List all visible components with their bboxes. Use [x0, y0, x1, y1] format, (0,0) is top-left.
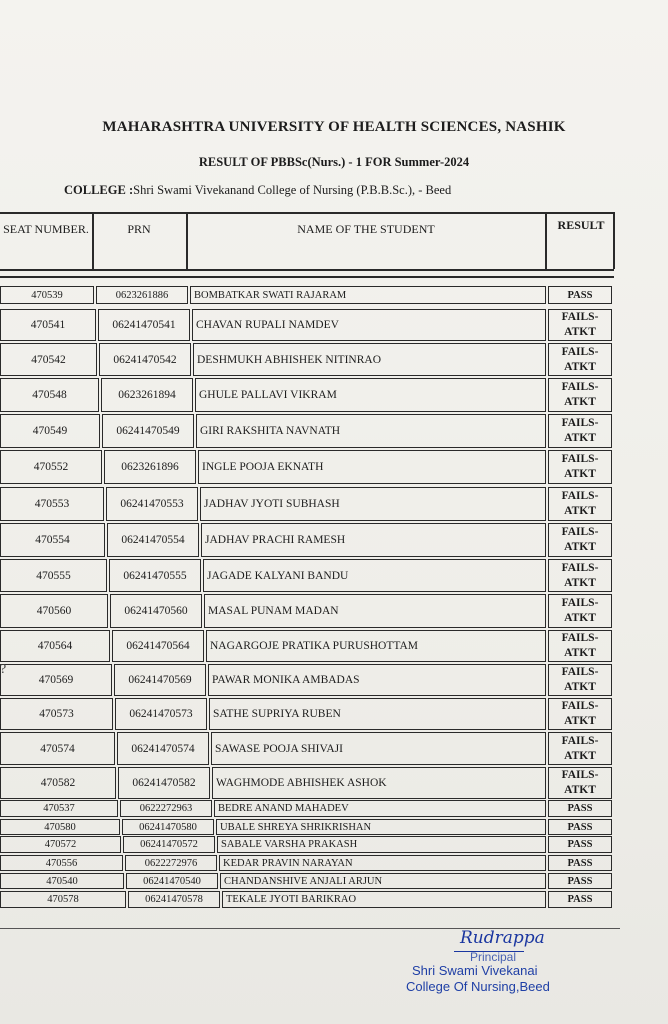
table-row: [0, 819, 668, 835]
seat-cell: [0, 286, 94, 304]
seat-cell: [0, 767, 116, 799]
prn-cell: [122, 819, 214, 835]
seat-cell: [0, 855, 123, 871]
prn-text: 06241470582: [132, 777, 196, 789]
seat-text: 470541: [30, 319, 66, 331]
prn-text: 0623261894: [118, 389, 176, 401]
name-text: GHULE PALLAVI VIKRAM: [199, 389, 337, 401]
name-cell: [195, 378, 546, 412]
prn-text: 06241470578: [145, 894, 203, 905]
col-header-result: RESULT: [557, 218, 605, 232]
prn-cell: [120, 800, 212, 817]
result-cell: [548, 664, 612, 696]
seat-text: 470574: [40, 742, 75, 755]
result-text-line2: ATKT: [564, 432, 596, 444]
prn-text: 06241470564: [126, 640, 190, 652]
seat-cell: [0, 523, 105, 557]
table-row: [0, 309, 668, 341]
result-text: FAILS-: [561, 490, 599, 502]
result-text: FAILS-: [561, 769, 599, 781]
prn-text: 06241470580: [139, 821, 197, 833]
col-header-seat: SEAT NUMBER.: [3, 222, 89, 236]
prn-cell: [96, 286, 188, 304]
name-cell: [196, 414, 546, 448]
prn-cell: [115, 698, 207, 730]
table-row: [0, 286, 668, 304]
result-text-line2: ATKT: [564, 505, 596, 517]
prn-text: 06241470554: [121, 534, 185, 546]
name-text: MASAL PUNAM MADAN: [208, 605, 339, 617]
prn-cell: [114, 664, 206, 696]
name-text: SATHE SUPRIYA RUBEN: [213, 708, 341, 720]
prn-text: 06241470572: [140, 839, 198, 850]
result-text: FAILS-: [561, 666, 599, 678]
prn-cell: [118, 767, 210, 799]
table-row: [0, 630, 668, 662]
name-cell: [212, 767, 546, 799]
name-text: NAGARGOJE PRATIKA PURUSHOTTAM: [210, 640, 419, 652]
name-text: BEDRE ANAND MAHADEV: [218, 803, 349, 814]
prn-text: 0622272976: [144, 857, 198, 869]
result-text: PASS: [567, 803, 593, 814]
name-cell: [203, 559, 546, 592]
prn-text: 06241470540: [143, 875, 201, 887]
result-text-line2: ATKT: [564, 681, 596, 693]
name-cell: [198, 450, 546, 484]
result-text: PASS: [567, 875, 593, 887]
result-cell: [548, 594, 612, 628]
name-text: DESHMUKH ABHISHEK NITINRAO: [197, 353, 381, 366]
result-cell: [548, 630, 612, 662]
prn-text: 06241470542: [113, 353, 177, 366]
seat-cell: [0, 378, 99, 412]
stamp-line-1: Shri Swami Vivekanai: [412, 963, 538, 978]
seat-cell: [0, 891, 126, 908]
name-cell: [217, 836, 546, 853]
name-cell: [214, 800, 546, 817]
prn-text: 06241470541: [112, 319, 176, 331]
name-cell: [222, 891, 546, 908]
name-cell: [201, 523, 546, 557]
table-row: [0, 378, 668, 412]
result-cell: [548, 698, 612, 730]
prn-text: 06241470569: [128, 674, 192, 686]
college-label: COLLEGE :: [64, 183, 134, 197]
table-row: [0, 891, 668, 908]
table-row: [0, 732, 668, 765]
seat-text: 470555: [36, 569, 71, 582]
seat-text: 470556: [45, 857, 78, 869]
result-cell: [548, 414, 612, 448]
result-text: FAILS-: [561, 453, 599, 465]
table-row: [0, 343, 668, 376]
result-text: FAILS-: [561, 345, 599, 358]
name-cell: [200, 487, 546, 521]
name-text: KEDAR PRAVIN NARAYAN: [223, 857, 353, 869]
result-cell: [548, 378, 612, 412]
name-text: BOMBATKAR SWATI RAJARAM: [194, 289, 347, 301]
prn-cell: [106, 487, 198, 521]
name-text: GIRI RAKSHITA NAVNATH: [200, 425, 341, 437]
result-text-line2: ATKT: [564, 647, 596, 659]
seat-text: 470578: [47, 894, 79, 905]
seat-text: 470564: [37, 640, 73, 652]
result-text: PASS: [567, 839, 593, 850]
result-text-line2: ATKT: [564, 749, 596, 762]
principal-stamp: [404, 928, 574, 1008]
prn-text: 0622272963: [139, 803, 193, 814]
table-row: [0, 450, 668, 484]
name-text: SAWASE POOJA SHIVAJI: [215, 742, 343, 755]
prn-cell: [126, 873, 218, 889]
result-text: FAILS-: [561, 632, 599, 644]
result-cell: [548, 732, 612, 765]
col-header-prn: PRN: [127, 222, 151, 236]
table-row: [0, 767, 668, 799]
result-text: FAILS-: [561, 417, 599, 429]
result-cell: [548, 487, 612, 521]
seat-text: 470539: [31, 289, 63, 301]
prn-text: 0623261896: [121, 461, 179, 473]
seat-cell: [0, 800, 118, 817]
seat-cell: [0, 309, 96, 341]
prn-text: 06241470555: [123, 569, 187, 582]
table-row: [0, 800, 668, 817]
table-row: [0, 873, 668, 889]
name-cell: [211, 732, 546, 765]
result-text: FAILS-: [561, 734, 599, 747]
prn-cell: [104, 450, 196, 484]
seat-cell: [0, 343, 97, 376]
result-text: FAILS-: [561, 700, 599, 712]
result-text: FAILS-: [561, 381, 599, 393]
university-heading: MAHARASHTRA UNIVERSITY OF HEALTH SCIENCES, NASHIK: [102, 119, 566, 135]
prn-text: 06241470560: [124, 605, 188, 617]
prn-cell: [98, 309, 190, 341]
name-text: INGLE POOJA EKNATH: [202, 461, 324, 473]
prn-text: 0623261886: [115, 289, 169, 301]
name-text: UBALE SHREYA SHRIKRISHAN: [220, 821, 372, 833]
seat-cell: [0, 819, 120, 835]
name-text: SABALE VARSHA PRAKASH: [221, 839, 358, 850]
result-text: PASS: [567, 857, 593, 869]
name-cell: [190, 286, 546, 304]
prn-cell: [101, 378, 193, 412]
table-row: [0, 414, 668, 448]
prn-cell: [128, 891, 220, 908]
signature: Rudrappa: [460, 928, 545, 948]
name-cell: [216, 819, 546, 835]
col-header-name: NAME OF THE STUDENT: [297, 222, 435, 236]
college-name: Shri Swami Vivekanand College of Nursing (P.B.B.Sc.), - Beed: [133, 183, 452, 197]
result-cell: [548, 767, 612, 799]
seat-text: 470582: [40, 777, 76, 789]
name-cell: [209, 698, 546, 730]
page-mark: ?: [0, 662, 7, 677]
seat-text: 470554: [35, 534, 70, 546]
result-text-line2: ATKT: [564, 612, 596, 624]
name-cell: [206, 630, 546, 662]
seat-text: 470549: [32, 425, 68, 437]
seat-cell: [0, 732, 115, 765]
result-text-line2: ATKT: [564, 541, 596, 553]
prn-text: 06241470553: [120, 498, 184, 510]
result-cell: [548, 855, 612, 871]
prn-cell: [112, 630, 204, 662]
stamp-line-2: College Of Nursing,Beed: [406, 979, 550, 994]
prn-cell: [107, 523, 199, 557]
name-text: JADHAV PRACHI RAMESH: [205, 534, 346, 546]
result-text-line2: ATKT: [564, 326, 596, 338]
name-cell: [192, 309, 546, 341]
table-row: [0, 855, 668, 871]
result-text-line2: ATKT: [564, 396, 596, 408]
seat-cell: [0, 559, 107, 592]
name-text: PAWAR MONIKA AMBADAS: [212, 674, 360, 686]
result-cell: [548, 891, 612, 908]
result-cell: [548, 309, 612, 341]
result-cell: [548, 559, 612, 592]
table-row: [0, 664, 668, 696]
seat-text: 470569: [38, 674, 74, 686]
result-text: FAILS-: [561, 561, 599, 574]
name-cell: [193, 343, 546, 376]
seat-cell: [0, 873, 124, 889]
seat-text: 470537: [43, 803, 75, 814]
table-row: [0, 698, 668, 730]
name-cell: [219, 855, 546, 871]
seat-cell: [0, 630, 110, 662]
result-text-line2: ATKT: [564, 468, 596, 480]
name-text: WAGHMODE ABHISHEK ASHOK: [216, 777, 387, 789]
seat-text: 470573: [39, 708, 74, 720]
seat-text: 470572: [44, 839, 77, 850]
seat-cell: [0, 450, 102, 484]
prn-cell: [125, 855, 217, 871]
seat-text: 470560: [36, 605, 72, 617]
result-text: FAILS-: [561, 311, 599, 323]
prn-cell: [102, 414, 194, 448]
seat-cell: [0, 664, 112, 696]
result-text-line2: ATKT: [564, 715, 596, 727]
seat-cell: [0, 594, 108, 628]
result-text: FAILS-: [561, 597, 599, 609]
stamp-title: Principal: [470, 950, 517, 964]
table-row: [0, 523, 668, 557]
seat-cell: [0, 414, 100, 448]
table-row: [0, 487, 668, 521]
name-cell: [220, 873, 546, 889]
result-cell: [548, 343, 612, 376]
name-text: TEKALE JYOTI BARIKRAO: [226, 894, 357, 905]
prn-text: 06241470549: [116, 425, 180, 437]
result-text: FAILS-: [561, 526, 599, 538]
prn-cell: [117, 732, 209, 765]
name-cell: [208, 664, 546, 696]
seat-cell: [0, 487, 104, 521]
prn-cell: [99, 343, 191, 376]
seat-cell: [0, 698, 113, 730]
seat-text: 470548: [32, 389, 67, 401]
result-cell: [548, 800, 612, 817]
name-text: CHAVAN RUPALI NAMDEV: [196, 319, 339, 331]
college-line: [64, 183, 664, 198]
name-text: CHANDANSHIVE ANJALI ARJUN: [224, 875, 383, 887]
result-text: PASS: [567, 289, 593, 301]
seat-cell: [0, 836, 121, 853]
name-cell: [204, 594, 546, 628]
result-cell: [548, 286, 612, 304]
name-text: JADHAV JYOTI SUBHASH: [204, 498, 340, 510]
result-text: PASS: [567, 894, 593, 905]
result-text-line2: ATKT: [564, 360, 596, 373]
prn-cell: [123, 836, 215, 853]
result-text: PASS: [567, 821, 593, 833]
table-row: [0, 559, 668, 592]
seat-text: 470542: [31, 353, 66, 366]
prn-text: 06241470574: [131, 742, 195, 755]
table-row: [0, 836, 668, 853]
prn-cell: [110, 594, 202, 628]
prn-text: 06241470573: [129, 708, 193, 720]
result-cell: [548, 873, 612, 889]
result-cell: [548, 523, 612, 557]
result-cell: [548, 836, 612, 853]
table-row: [0, 594, 668, 628]
prn-cell: [109, 559, 201, 592]
result-title: RESULT OF PBBSc(Nurs.) - 1 FOR Summer-2024: [198, 155, 470, 169]
seat-text: 470540: [46, 875, 78, 887]
seat-text: 470553: [34, 498, 70, 510]
name-text: JAGADE KALYANI BANDU: [207, 569, 349, 582]
result-text-line2: ATKT: [564, 576, 596, 589]
result-cell: [548, 450, 612, 484]
results-table: [0, 212, 668, 922]
result-text-line2: ATKT: [564, 784, 596, 796]
result-cell: [548, 819, 612, 835]
seat-text: 470580: [44, 821, 76, 833]
seat-text: 470552: [33, 461, 69, 473]
